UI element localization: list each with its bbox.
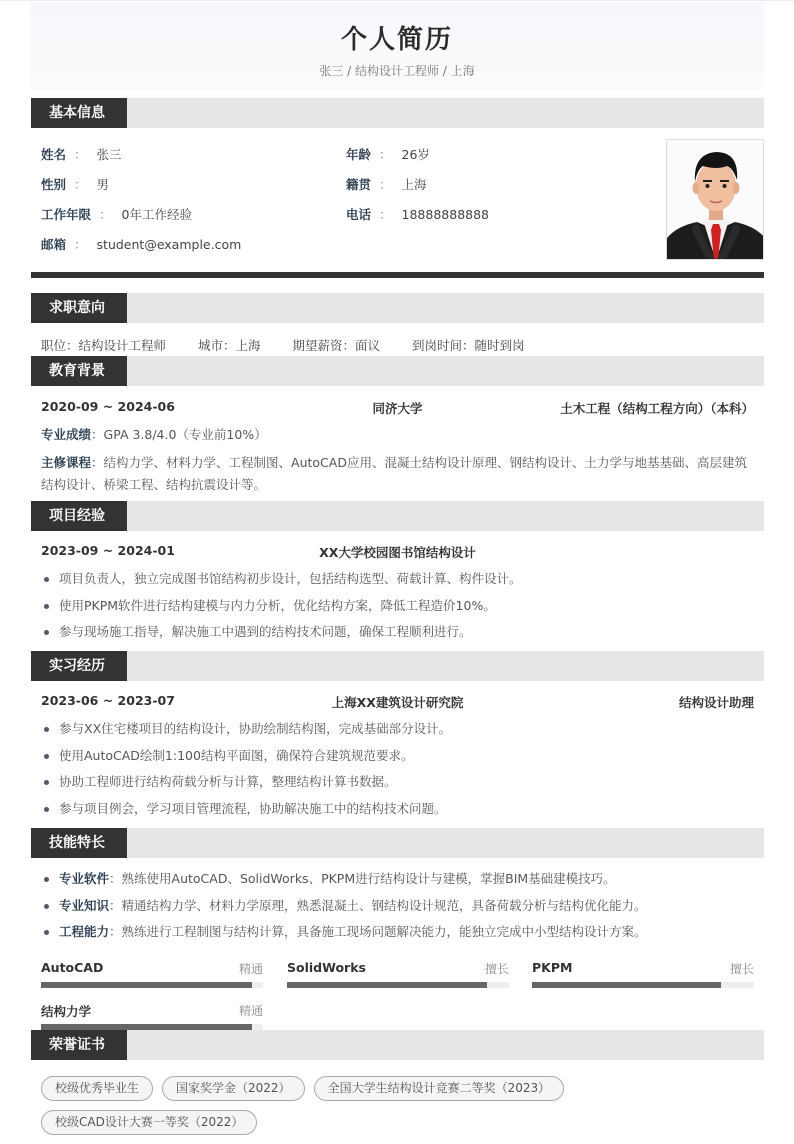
skill-category-text: ：精通结构力学、材料力学原理，熟悉混凝土、钢结构设计规范，具备荷载分析与结构优化能力。	[109, 897, 647, 913]
section-title-education	[31, 356, 764, 386]
info-label: 年龄	[346, 147, 372, 162]
list-item: 项目负责人，独立完成图书馆结构初步设计，包括结构选型、荷载计算、构件设计。	[41, 566, 756, 593]
skill-progress-track	[287, 982, 509, 988]
skill-progress-fill	[41, 982, 252, 988]
info-colon: ：	[74, 177, 87, 192]
info-value[interactable]: student@example.com	[96, 237, 242, 252]
intent-city: 城市：上海	[198, 338, 261, 353]
info-colon: ：	[99, 207, 112, 222]
info-label: 籍贯	[346, 177, 372, 192]
skill-progress-track	[532, 982, 754, 988]
skill-level: 精通	[238, 962, 263, 976]
info-value: 男	[96, 177, 110, 192]
education-courses	[41, 452, 756, 496]
page-subtitle: 张三 / 结构设计工程师 / 上海	[319, 64, 475, 78]
education-gpa	[41, 424, 756, 446]
info-label: 邮箱	[41, 237, 67, 252]
section-divider	[31, 272, 764, 278]
internship-header-row	[41, 693, 754, 713]
skill-category-label: 工程能力	[59, 924, 110, 939]
section-label: 荣誉证书	[31, 1030, 127, 1060]
list-item	[41, 919, 756, 946]
info-colon: ：	[379, 177, 392, 192]
info-colon: ：	[74, 147, 87, 162]
skill-category-label: 专业知识	[59, 897, 110, 913]
section-title-internship	[31, 651, 764, 681]
project-name: XX大学校园图书馆结构设计	[319, 545, 476, 560]
list-item	[41, 893, 756, 920]
skill-level: 精通	[238, 1004, 263, 1018]
education-major: 土木工程（结构工程方向）（本科）	[560, 401, 754, 416]
honors-list	[41, 1076, 761, 1144]
section-label: 教育背景	[31, 356, 127, 386]
courses-value: ：结构力学、材料力学、工程制图、AutoCAD应用、混凝土结构设计原理、钢结构设计、土力学与地基基础、高层建筑结构设计、桥梁工程、结构抗震设计等。	[41, 455, 747, 492]
skill-bar-pkpm	[532, 960, 754, 1000]
section-label: 求职意向	[31, 293, 127, 323]
section-label: 项目经验	[31, 501, 127, 531]
skill-progress-track	[41, 982, 263, 988]
skill-bar-solidworks	[287, 960, 509, 1000]
info-age	[346, 145, 430, 165]
info-value: 0年工作经验	[121, 207, 192, 222]
info-colon: ：	[379, 207, 392, 222]
job-intent-row	[41, 336, 553, 354]
list-item: 使用AutoCAD绘制1:100结构平面图，确保符合建筑规范要求。	[41, 743, 756, 770]
profile-photo	[666, 139, 764, 260]
honor-tag: 校级CAD设计大赛一等奖（2022）	[41, 1110, 257, 1135]
list-item: 协助工程师进行结构荷载分析与计算，整理结构计算书数据。	[41, 769, 756, 796]
honor-tag: 国家奖学金（2022）	[162, 1076, 305, 1101]
section-title-honors	[31, 1030, 764, 1060]
info-colon: ：	[379, 147, 392, 162]
list-item: 使用PKPM软件进行结构建模与内力分析，优化结构方案，降低工程造价10%。	[41, 593, 756, 620]
skill-category-text: ：熟练使用AutoCAD、SolidWorks、PKPM进行结构设计与建模，掌握BIM基础建模技巧。	[109, 871, 616, 886]
info-label: 工作年限	[41, 207, 92, 222]
skill-progress-fill	[287, 982, 487, 988]
intent-salary: 期望薪资：面议	[292, 338, 381, 353]
internship-period: 2023-06 ~ 2023-07	[41, 693, 175, 708]
info-value: 26岁	[401, 147, 430, 162]
list-item	[41, 866, 756, 893]
avatar-illustration-icon	[667, 140, 764, 260]
internship-role: 结构设计助理	[678, 695, 754, 710]
info-gender	[41, 175, 109, 195]
info-value: 张三	[96, 147, 122, 162]
section-label: 实习经历	[31, 651, 127, 681]
resume-header	[30, 2, 764, 90]
gpa-label: 专业成绩	[41, 427, 92, 442]
skill-progress-fill	[532, 982, 721, 988]
info-value: 上海	[401, 177, 427, 192]
section-title-basic-info	[31, 98, 764, 128]
skill-bar-autocad	[41, 960, 263, 1000]
skill-name: SolidWorks	[287, 960, 366, 975]
internship-company: 上海XX建筑设计研究院	[331, 695, 464, 710]
info-name	[41, 145, 122, 165]
skill-category-label: 专业软件	[59, 871, 110, 886]
info-colon: ：	[74, 237, 87, 252]
list-item: 参与XX住宅楼项目的结构设计，协助绘制结构图，完成基础部分设计。	[41, 716, 756, 743]
skill-name: AutoCAD	[41, 960, 104, 975]
section-title-skills	[31, 828, 764, 858]
skill-level: 擅长	[729, 962, 754, 976]
section-title-projects	[31, 501, 764, 531]
section-title-job-intent	[31, 293, 764, 323]
info-email	[41, 235, 241, 255]
info-value: 18888888888	[401, 207, 490, 222]
intent-availability: 到岗时间：随时到岗	[412, 338, 525, 353]
internship-bullets	[41, 716, 756, 822]
skill-category-text: ：熟练进行工程制图与结构计算，具备施工现场问题解决能力，能独立完成中小型结构设计方案。	[109, 924, 647, 939]
list-item: 参与项目例会，学习项目管理流程，协助解决施工中的结构技术问题。	[41, 796, 756, 823]
section-label: 基本信息	[31, 98, 127, 128]
list-item: 参与现场施工指导，解决施工中遇到的结构技术问题，确保工程顺利进行。	[41, 619, 756, 646]
education-school: 同济大学	[372, 401, 423, 416]
education-header-row	[41, 399, 754, 419]
skills-bullets	[41, 866, 756, 946]
info-label: 电话	[346, 207, 372, 222]
info-label: 姓名	[41, 147, 67, 162]
project-period: 2023-09 ~ 2024-01	[41, 543, 175, 558]
skill-name: 结构力学	[41, 1004, 92, 1019]
info-phone	[346, 205, 489, 225]
education-period: 2020-09 ~ 2024-06	[41, 399, 175, 414]
courses-label: 主修课程	[41, 455, 92, 470]
gpa-value: ：GPA 3.8/4.0（专业前10%）	[91, 427, 267, 442]
project-header-row	[41, 543, 754, 563]
info-label: 性别	[41, 177, 67, 192]
skill-level: 擅长	[484, 962, 509, 976]
honor-tag: 全国大学生结构设计竞赛二等奖（2023）	[314, 1076, 565, 1101]
info-hometown	[346, 175, 427, 195]
page-title: 个人简历	[340, 25, 453, 55]
intent-position: 职位：结构设计工程师	[41, 338, 167, 353]
honor-tag: 校级优秀毕业生	[41, 1076, 153, 1101]
info-years	[41, 205, 192, 225]
section-label: 技能特长	[31, 828, 127, 858]
skill-name: PKPM	[532, 960, 573, 975]
project-bullets	[41, 566, 756, 646]
